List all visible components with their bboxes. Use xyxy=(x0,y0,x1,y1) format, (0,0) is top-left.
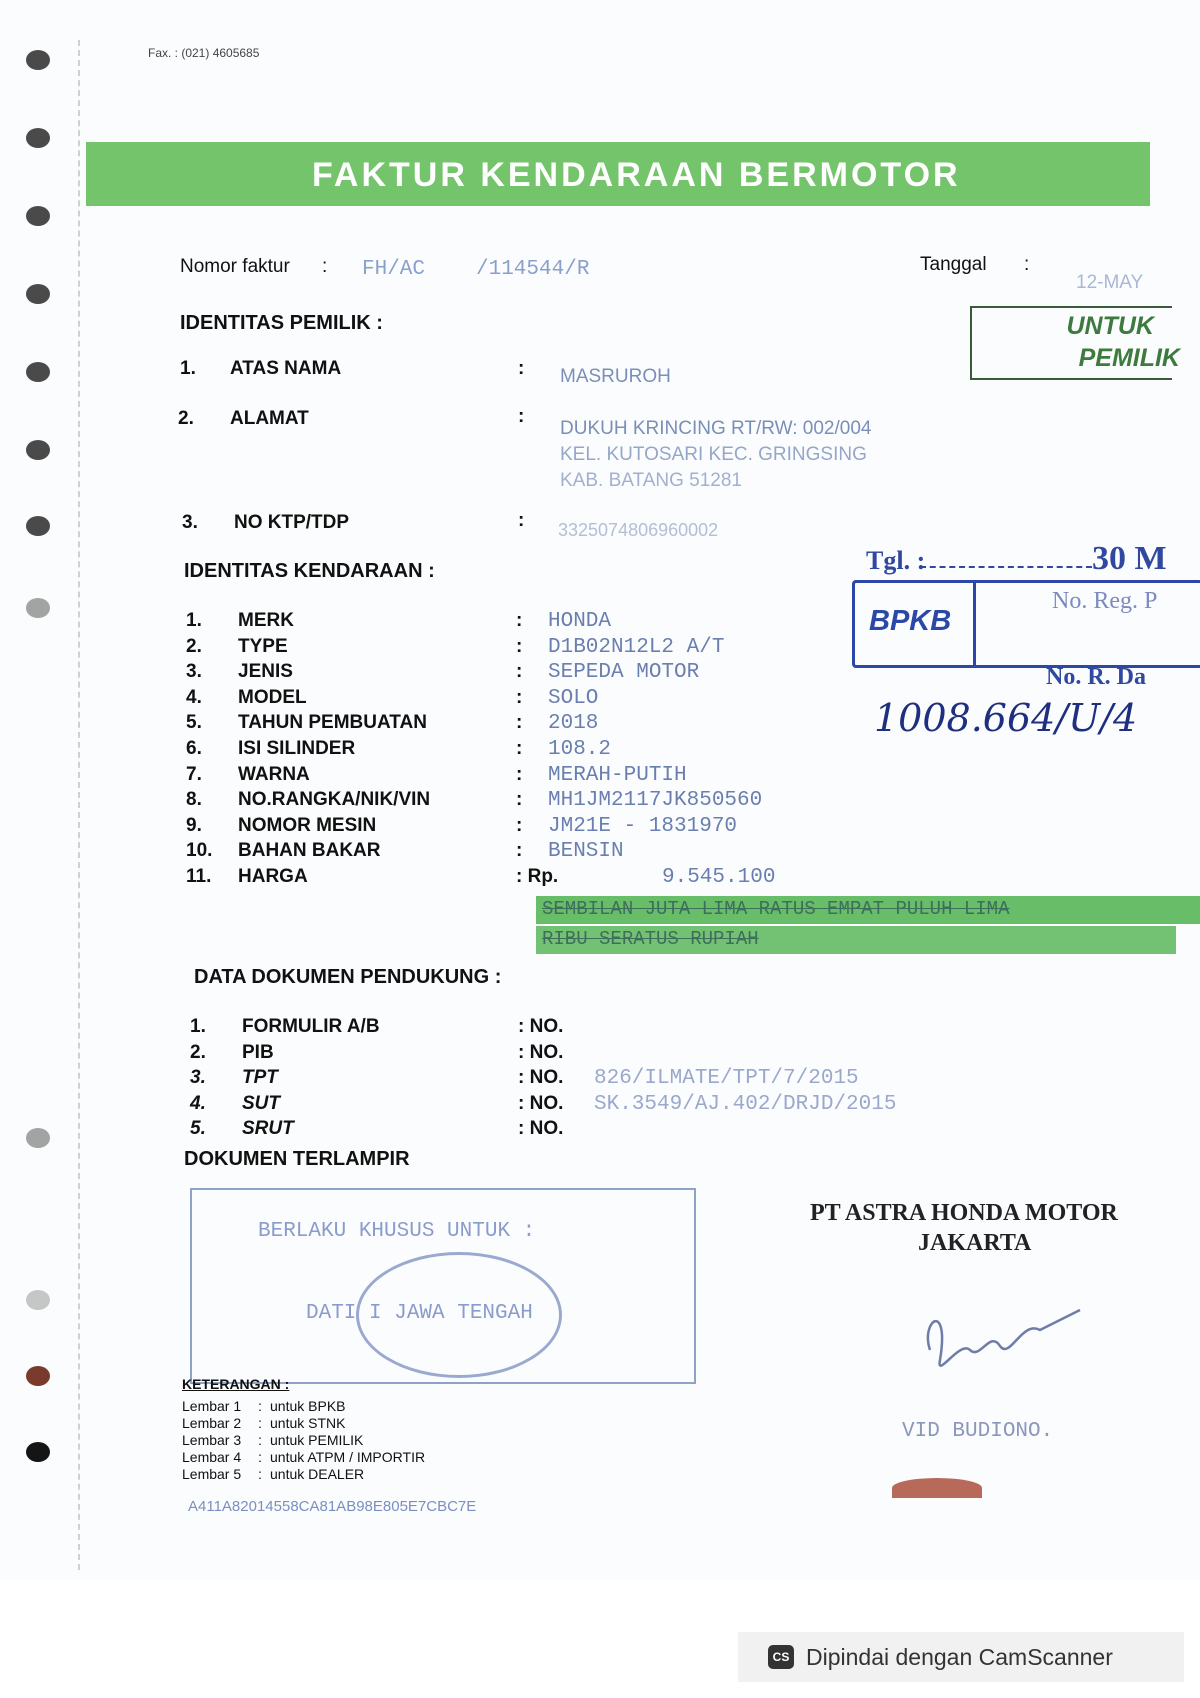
tanggal-label: Tanggal xyxy=(920,254,987,275)
pemilik-row-label: ATAS NAMA xyxy=(230,358,342,379)
keterangan-colon: : xyxy=(258,1432,262,1448)
keterangan-untuk: untuk STNK xyxy=(270,1415,346,1431)
camscanner-icon: CS xyxy=(768,1645,794,1669)
pemilik-row-colon: : xyxy=(518,406,525,427)
perforation-hole xyxy=(26,1442,50,1462)
bpkb-stamp xyxy=(852,580,1200,668)
dokumen-terlampir: DOKUMEN TERLAMPIR xyxy=(184,1148,410,1170)
kendaraan-row-label: NO.RANGKA/NIK/VIN xyxy=(238,789,431,810)
kendaraan-row-colon: : Rp. xyxy=(516,866,559,887)
kendaraan-row-value: D1B02N12L2 A/T xyxy=(548,636,725,659)
dokumen-row-colon: : NO. xyxy=(518,1118,564,1139)
kendaraan-row-colon: : xyxy=(516,840,523,861)
company-city: JAKARTA xyxy=(918,1230,1032,1256)
kendaraan-row-no: 4. xyxy=(186,687,202,708)
kendaraan-row-colon: : xyxy=(516,738,523,759)
alamat-line-3: KAB. BATANG 51281 xyxy=(560,470,742,491)
keterangan-lembar: Lembar 3 xyxy=(182,1432,242,1448)
terbilang-line-1: SEMBILAN JUTA LIMA RATUS EMPAT PULUH LIMA xyxy=(542,898,1010,920)
dokumen-row-no: 2. xyxy=(190,1042,206,1063)
kendaraan-row-label: WARNA xyxy=(238,764,310,785)
kendaraan-row-value: JM21E - 1831970 xyxy=(548,815,738,838)
keterangan-title: KETERANGAN : xyxy=(182,1376,290,1392)
kendaraan-row-label: ISI SILINDER xyxy=(238,738,356,759)
bpkb-date-prefix: Tgl. : xyxy=(866,546,926,575)
alamat-line-2: KEL. KUTOSARI KEC. GRINGSING xyxy=(560,444,867,465)
perforation-hole xyxy=(26,1290,50,1310)
kendaraan-row-no: 10. xyxy=(186,840,213,861)
keterangan-colon: : xyxy=(258,1415,262,1431)
pemilik-nama-value: MASRUROH xyxy=(560,366,671,387)
perforation-hole xyxy=(26,440,50,460)
perforation-hole xyxy=(26,516,50,536)
dokumen-row-colon: : NO. xyxy=(518,1067,564,1088)
perforation-hole xyxy=(26,206,50,226)
dokumen-row-no: 4. xyxy=(190,1093,206,1114)
kendaraan-row-colon: : xyxy=(516,712,523,733)
kendaraan-row-value: BENSIN xyxy=(548,840,624,863)
untuk-pemilik-stamp xyxy=(970,306,1180,380)
pemilik-row-colon: : xyxy=(518,510,525,531)
tanggal-colon: : xyxy=(1024,254,1030,275)
stamp-line1: UNTUK xyxy=(1066,312,1154,340)
bpkb-label: BPKB xyxy=(869,605,952,637)
stamp-line2: PEMILIK xyxy=(1078,344,1180,372)
camscanner-watermark xyxy=(738,1632,1184,1682)
terbilang-line-2: RIBU SERATUS RUPIAH xyxy=(542,928,759,950)
kendaraan-row-label: BAHAN BAKAR xyxy=(238,840,381,861)
pemilik-row-no: 2. xyxy=(178,408,194,429)
dokumen-row-no: 1. xyxy=(190,1016,206,1037)
signer-name: VID BUDIONO. xyxy=(902,1420,1054,1443)
kendaraan-row-colon: : xyxy=(516,661,523,682)
kendaraan-row-value: 108.2 xyxy=(548,738,612,761)
kendaraan-row-label: NOMOR MESIN xyxy=(238,815,377,836)
perforation-hole xyxy=(26,284,50,304)
perforation-hole xyxy=(26,362,50,382)
keterangan-colon: : xyxy=(258,1466,262,1482)
kendaraan-row-label: HARGA xyxy=(238,866,308,887)
page-title: FAKTUR KENDARAAN BERMOTOR xyxy=(312,156,961,194)
camscanner-text: Dipindai dengan CamScanner xyxy=(806,1644,1113,1670)
ktp-value: 3325074806960002 xyxy=(558,520,719,540)
company-name: PT ASTRA HONDA MOTOR xyxy=(810,1200,1118,1226)
keterangan-untuk: untuk DEALER xyxy=(270,1466,365,1482)
kendaraan-row-value: HONDA xyxy=(548,610,612,633)
dokumen-row-label: TPT xyxy=(242,1067,278,1088)
keterangan-untuk: untuk BPKB xyxy=(270,1398,346,1414)
faktur-colon: : xyxy=(322,256,328,277)
perforation-hole xyxy=(26,50,50,70)
dokumen-row-colon: : NO. xyxy=(518,1016,564,1037)
document-code: A411A82014558CA81AB98E805E7CBC7E xyxy=(188,1498,477,1515)
kendaraan-row-colon: : xyxy=(516,687,523,708)
bpkb-date-suffix: 30 M xyxy=(1092,540,1167,577)
keterangan-untuk: untuk PEMILIK xyxy=(270,1432,364,1448)
bpkb-divider xyxy=(973,583,976,665)
bpkb-handwritten-number: 1008.664/U/4 xyxy=(874,696,1138,740)
keterangan-lembar: Lembar 2 xyxy=(182,1415,242,1431)
kendaraan-row-value: MH1JM2117JK850560 xyxy=(548,789,763,812)
kendaraan-row-value: SEPEDA MOTOR xyxy=(548,661,700,684)
bpkb-date-line xyxy=(920,566,1092,568)
kendaraan-row-value: 2018 xyxy=(548,712,599,735)
title-banner xyxy=(86,142,1150,206)
kendaraan-row-no: 7. xyxy=(186,764,202,785)
perforation-hole xyxy=(26,598,50,618)
dokumen-row-value: 826/ILMATE/TPT/7/2015 xyxy=(594,1067,859,1090)
kendaraan-row-no: 6. xyxy=(186,738,202,759)
kendaraan-row-colon: : xyxy=(516,789,523,810)
tanggal-value: 12-MAY xyxy=(1076,272,1144,293)
kendaraan-row-no: 1. xyxy=(186,610,202,631)
keterangan-lembar: Lembar 1 xyxy=(182,1398,242,1414)
pemilik-row-label: ALAMAT xyxy=(230,408,309,429)
perforation-line xyxy=(78,40,80,1570)
fax-number: Fax. : (021) 4605685 xyxy=(148,46,260,60)
kendaraan-row-no: 11. xyxy=(186,866,212,887)
pemilik-row-label: NO KTP/TDP xyxy=(234,512,350,533)
dokumen-row-no: 3. xyxy=(190,1067,206,1088)
keterangan-colon: : xyxy=(258,1449,262,1465)
pemilik-row-no: 1. xyxy=(180,358,196,379)
perforation-hole xyxy=(26,1128,50,1148)
berlaku-line-1: BERLAKU KHUSUS UNTUK : xyxy=(258,1220,536,1243)
dokumen-row-colon: : NO. xyxy=(518,1093,564,1114)
berlaku-line-2: DATI I JAWA TENGAH xyxy=(306,1302,533,1325)
kendaraan-row-label: JENIS xyxy=(238,661,293,682)
section-identitas-pemilik: IDENTITAS PEMILIK : xyxy=(180,312,383,334)
keterangan-lembar: Lembar 5 xyxy=(182,1466,242,1482)
kendaraan-row-no: 9. xyxy=(186,815,202,836)
kendaraan-row-no: 5. xyxy=(186,712,202,733)
kendaraan-row-value: 9.545.100 xyxy=(662,866,776,889)
kendaraan-row-colon: : xyxy=(516,815,523,836)
keterangan-colon: : xyxy=(258,1398,262,1414)
section-data-dokumen: DATA DOKUMEN PENDUKUNG : xyxy=(194,966,502,988)
dokumen-row-value: SK.3549/AJ.402/DRJD/2015 xyxy=(594,1093,897,1116)
kendaraan-row-value: SOLO xyxy=(548,687,599,710)
kendaraan-row-label: MODEL xyxy=(238,687,307,708)
keterangan-untuk: untuk ATPM / IMPORTIR xyxy=(270,1449,426,1465)
pemilik-row-no: 3. xyxy=(182,512,198,533)
dokumen-row-label: FORMULIR A/B xyxy=(242,1016,380,1037)
bpkb-reg-label-top: No. Reg. P xyxy=(1052,588,1158,614)
kendaraan-row-value: MERAH-PUTIH xyxy=(548,764,687,787)
alamat-line-1: DUKUH KRINCING RT/RW: 002/004 xyxy=(560,418,872,439)
faktur-number-part2: /114544/R xyxy=(476,258,590,281)
kendaraan-row-label: TYPE xyxy=(238,636,288,657)
section-identitas-kendaraan: IDENTITAS KENDARAAN : xyxy=(184,560,435,582)
faktur-number-part1: FH/AC xyxy=(362,258,426,281)
kendaraan-row-colon: : xyxy=(516,764,523,785)
kendaraan-row-no: 8. xyxy=(186,789,202,810)
dokumen-row-label: SRUT xyxy=(242,1118,294,1139)
signature xyxy=(910,1280,1090,1390)
paper-edge-shadow xyxy=(892,1478,982,1498)
kendaraan-row-colon: : xyxy=(516,610,523,631)
dokumen-row-no: 5. xyxy=(190,1118,206,1139)
pemilik-row-colon: : xyxy=(518,358,525,379)
kendaraan-row-label: MERK xyxy=(238,610,294,631)
kendaraan-row-no: 2. xyxy=(186,636,202,657)
kendaraan-row-no: 3. xyxy=(186,661,202,682)
perforation-hole xyxy=(26,128,50,148)
dokumen-row-colon: : NO. xyxy=(518,1042,564,1063)
kendaraan-row-label: TAHUN PEMBUATAN xyxy=(238,712,427,733)
kendaraan-row-colon: : xyxy=(516,636,523,657)
dokumen-row-label: PIB xyxy=(242,1042,274,1063)
keterangan-lembar: Lembar 4 xyxy=(182,1449,242,1465)
perforation-hole xyxy=(26,1366,50,1386)
dokumen-row-label: SUT xyxy=(242,1093,280,1114)
faktur-label: Nomor faktur xyxy=(180,256,290,277)
bpkb-reg-label-bottom: No. R. Da xyxy=(1046,664,1146,690)
